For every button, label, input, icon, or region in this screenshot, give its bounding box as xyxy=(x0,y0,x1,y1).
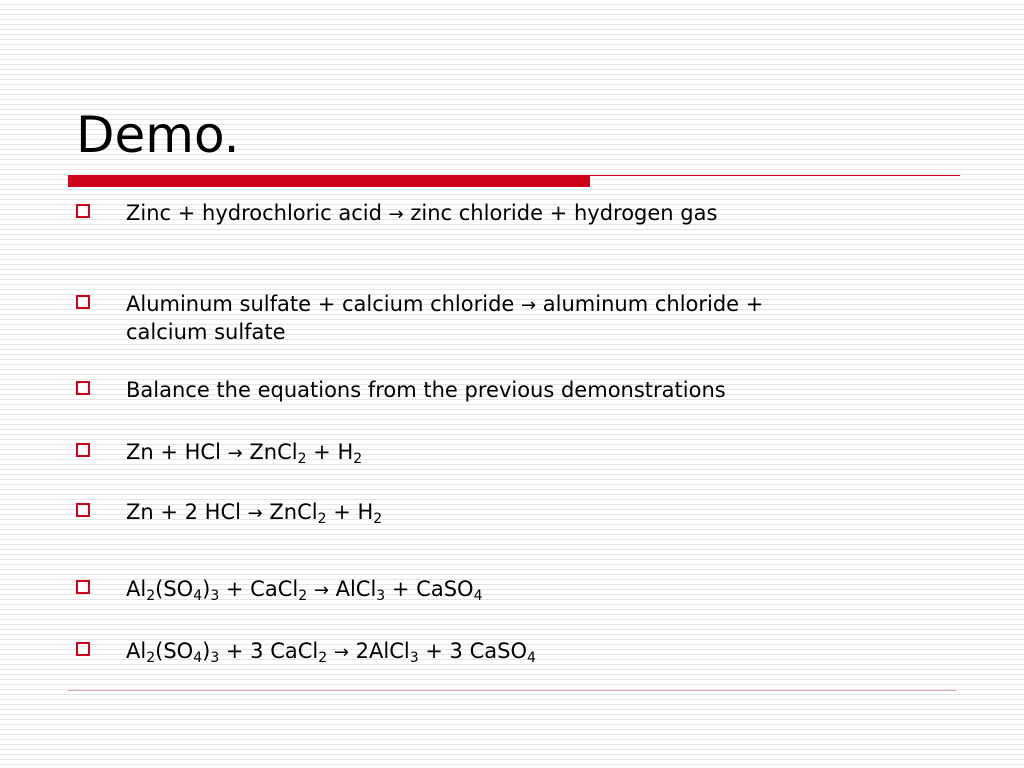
square-bullet-icon xyxy=(76,503,90,517)
title-underline-line xyxy=(590,175,960,176)
text-run: Balance the equations from the previous demonstrations xyxy=(126,378,726,402)
text-run: 2AlCl xyxy=(348,639,410,663)
text-run: + H xyxy=(306,440,354,464)
arrow-symbol: → xyxy=(247,503,263,524)
subscript: 2 xyxy=(298,588,308,604)
text-run: (SO xyxy=(155,639,194,663)
text-run: + CaSO xyxy=(385,577,474,601)
subscript: 4 xyxy=(193,650,203,666)
text-run: Al xyxy=(126,639,147,663)
text-run: (SO xyxy=(155,577,194,601)
arrow-symbol: → xyxy=(521,295,537,316)
bullet-text xyxy=(126,499,926,527)
text-run: ZnCl xyxy=(262,500,318,524)
bullet-text xyxy=(126,291,926,345)
subscript: 2 xyxy=(146,588,156,604)
subscript: 4 xyxy=(193,588,203,604)
text-run xyxy=(327,639,334,663)
text-run: + CaCl xyxy=(219,577,299,601)
text-run: + H xyxy=(326,500,374,524)
subscript: 3 xyxy=(409,650,419,666)
subscript: 3 xyxy=(210,588,220,604)
text-run: Zn + 2 HCl xyxy=(126,500,248,524)
text-run: Al xyxy=(126,577,147,601)
text-run: zinc chloride + hydrogen gas xyxy=(403,201,718,225)
text-run: calcium sulfate xyxy=(126,320,286,344)
subscript: 4 xyxy=(526,650,536,666)
text-run: + 3 CaCl xyxy=(219,639,319,663)
subscript: 2 xyxy=(373,511,383,527)
text-run: ) xyxy=(202,639,211,663)
text-run: Zinc + hydrochloric acid xyxy=(126,201,389,225)
subscript: 3 xyxy=(210,650,220,666)
bullet-text xyxy=(126,200,926,228)
square-bullet-icon xyxy=(76,204,90,218)
square-bullet-icon xyxy=(76,580,90,594)
bullet-text xyxy=(126,576,926,604)
text-run: Aluminum sulfate + calcium chloride xyxy=(126,292,522,316)
footer-divider xyxy=(68,690,956,691)
subscript: 2 xyxy=(317,511,327,527)
arrow-symbol: → xyxy=(333,642,349,663)
subscript: 2 xyxy=(146,650,156,666)
bullet-text xyxy=(126,377,926,403)
arrow-symbol: → xyxy=(388,204,404,225)
subscript: 2 xyxy=(318,650,328,666)
text-run: aluminum chloride + xyxy=(536,292,764,316)
subscript: 3 xyxy=(376,588,386,604)
text-run: Zn + HCl xyxy=(126,440,228,464)
arrow-symbol: → xyxy=(227,443,243,464)
square-bullet-icon xyxy=(76,642,90,656)
text-run: AlCl xyxy=(328,577,377,601)
subscript: 2 xyxy=(297,451,307,467)
bullet-text xyxy=(126,638,926,666)
arrow-symbol: → xyxy=(313,580,329,601)
text-run: + 3 CaSO xyxy=(418,639,527,663)
subscript: 2 xyxy=(353,451,363,467)
square-bullet-icon xyxy=(76,295,90,309)
square-bullet-icon xyxy=(76,443,90,457)
subscript: 4 xyxy=(473,588,483,604)
text-run: ZnCl xyxy=(242,440,298,464)
title-underline-accent xyxy=(68,175,590,187)
text-run: ) xyxy=(202,577,211,601)
text-run xyxy=(307,577,314,601)
slide-title: Demo. xyxy=(76,106,240,164)
bullet-text xyxy=(126,439,926,467)
square-bullet-icon xyxy=(76,381,90,395)
